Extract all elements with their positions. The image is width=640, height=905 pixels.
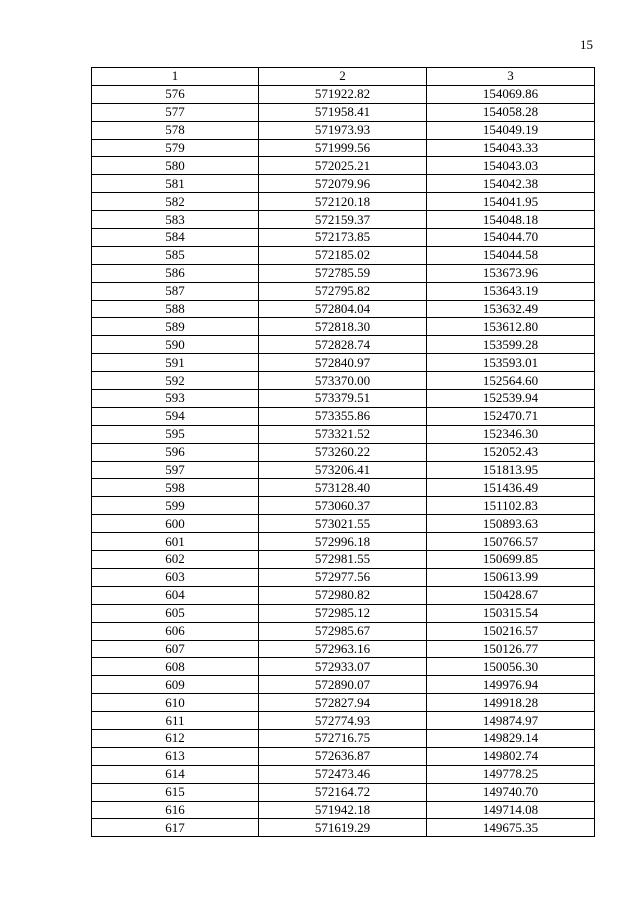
point-number-cell: 597 bbox=[92, 461, 259, 479]
point-number-cell: 599 bbox=[92, 497, 259, 515]
y-coordinate-cell: 151102.83 bbox=[427, 497, 595, 515]
y-coordinate-cell: 149918.28 bbox=[427, 694, 595, 712]
x-coordinate-cell: 573021.55 bbox=[259, 515, 427, 533]
table-row bbox=[92, 729, 595, 747]
point-number-cell: 598 bbox=[92, 479, 259, 497]
x-coordinate-cell: 572164.72 bbox=[259, 783, 427, 801]
y-coordinate-cell: 154043.03 bbox=[427, 157, 595, 175]
x-coordinate-cell: 572173.85 bbox=[259, 229, 427, 247]
x-coordinate-cell: 573206.41 bbox=[259, 461, 427, 479]
point-number-cell: 576 bbox=[92, 85, 259, 103]
table-row bbox=[92, 193, 595, 211]
table-row bbox=[92, 694, 595, 712]
table-row bbox=[92, 211, 595, 229]
x-coordinate-cell: 573355.86 bbox=[259, 407, 427, 425]
point-number-cell: 591 bbox=[92, 354, 259, 372]
x-coordinate-cell: 572827.94 bbox=[259, 694, 427, 712]
y-coordinate-cell: 150216.57 bbox=[427, 622, 595, 640]
table-body bbox=[92, 85, 595, 836]
table-row bbox=[92, 443, 595, 461]
table-row bbox=[92, 497, 595, 515]
x-coordinate-cell: 572980.82 bbox=[259, 586, 427, 604]
x-coordinate-cell: 571958.41 bbox=[259, 103, 427, 121]
y-coordinate-cell: 154044.58 bbox=[427, 246, 595, 264]
x-coordinate-cell: 572933.07 bbox=[259, 658, 427, 676]
y-coordinate-cell: 153593.01 bbox=[427, 354, 595, 372]
table-row bbox=[92, 372, 595, 390]
point-number-cell: 602 bbox=[92, 551, 259, 569]
table-row bbox=[92, 229, 595, 247]
x-coordinate-cell: 572840.97 bbox=[259, 354, 427, 372]
table-row bbox=[92, 425, 595, 443]
x-coordinate-cell: 572818.30 bbox=[259, 318, 427, 336]
point-number-cell: 592 bbox=[92, 372, 259, 390]
x-coordinate-cell: 572785.59 bbox=[259, 264, 427, 282]
y-coordinate-cell: 152470.71 bbox=[427, 407, 595, 425]
x-coordinate-cell: 572963.16 bbox=[259, 640, 427, 658]
point-number-cell: 613 bbox=[92, 747, 259, 765]
point-number-cell: 614 bbox=[92, 765, 259, 783]
x-coordinate-cell: 572795.82 bbox=[259, 282, 427, 300]
column-header-3: 3 bbox=[427, 68, 595, 86]
point-number-cell: 582 bbox=[92, 193, 259, 211]
point-number-cell: 581 bbox=[92, 175, 259, 193]
point-number-cell: 600 bbox=[92, 515, 259, 533]
point-number-cell: 585 bbox=[92, 246, 259, 264]
x-coordinate-cell: 572977.56 bbox=[259, 568, 427, 586]
point-number-cell: 615 bbox=[92, 783, 259, 801]
x-coordinate-cell: 573379.51 bbox=[259, 390, 427, 408]
y-coordinate-cell: 149740.70 bbox=[427, 783, 595, 801]
x-coordinate-cell: 571619.29 bbox=[259, 819, 427, 837]
x-coordinate-cell: 572985.67 bbox=[259, 622, 427, 640]
table-row bbox=[92, 354, 595, 372]
x-coordinate-cell: 572636.87 bbox=[259, 747, 427, 765]
table-row bbox=[92, 765, 595, 783]
x-coordinate-cell: 572985.12 bbox=[259, 604, 427, 622]
table-row bbox=[92, 568, 595, 586]
point-number-cell: 607 bbox=[92, 640, 259, 658]
point-number-cell: 577 bbox=[92, 103, 259, 121]
x-coordinate-cell: 572159.37 bbox=[259, 211, 427, 229]
point-number-cell: 612 bbox=[92, 729, 259, 747]
x-coordinate-cell: 572828.74 bbox=[259, 336, 427, 354]
column-header-2: 2 bbox=[259, 68, 427, 86]
x-coordinate-cell: 572473.46 bbox=[259, 765, 427, 783]
point-number-cell: 608 bbox=[92, 658, 259, 676]
y-coordinate-cell: 154058.28 bbox=[427, 103, 595, 121]
point-number-cell: 586 bbox=[92, 264, 259, 282]
table-row bbox=[92, 85, 595, 103]
point-number-cell: 617 bbox=[92, 819, 259, 837]
point-number-cell: 610 bbox=[92, 694, 259, 712]
x-coordinate-cell: 571999.56 bbox=[259, 139, 427, 157]
x-coordinate-cell: 572120.18 bbox=[259, 193, 427, 211]
page-number: 15 bbox=[580, 37, 593, 52]
point-number-cell: 609 bbox=[92, 676, 259, 694]
y-coordinate-cell: 153632.49 bbox=[427, 300, 595, 318]
y-coordinate-cell: 151813.95 bbox=[427, 461, 595, 479]
table-row bbox=[92, 515, 595, 533]
point-number-cell: 616 bbox=[92, 801, 259, 819]
x-coordinate-cell: 572804.04 bbox=[259, 300, 427, 318]
x-coordinate-cell: 572079.96 bbox=[259, 175, 427, 193]
point-number-cell: 590 bbox=[92, 336, 259, 354]
y-coordinate-cell: 150315.54 bbox=[427, 604, 595, 622]
y-coordinate-cell: 150893.63 bbox=[427, 515, 595, 533]
table-row bbox=[92, 103, 595, 121]
point-number-cell: 601 bbox=[92, 533, 259, 551]
y-coordinate-cell: 151436.49 bbox=[427, 479, 595, 497]
y-coordinate-cell: 150699.85 bbox=[427, 551, 595, 569]
x-coordinate-cell: 572981.55 bbox=[259, 551, 427, 569]
y-coordinate-cell: 150126.77 bbox=[427, 640, 595, 658]
x-coordinate-cell: 572890.07 bbox=[259, 676, 427, 694]
point-number-cell: 596 bbox=[92, 443, 259, 461]
y-coordinate-cell: 149714.08 bbox=[427, 801, 595, 819]
table-row bbox=[92, 479, 595, 497]
table-row bbox=[92, 390, 595, 408]
point-number-cell: 588 bbox=[92, 300, 259, 318]
x-coordinate-cell: 573060.37 bbox=[259, 497, 427, 515]
y-coordinate-cell: 153643.19 bbox=[427, 282, 595, 300]
y-coordinate-cell: 149976.94 bbox=[427, 676, 595, 694]
table-row bbox=[92, 533, 595, 551]
y-coordinate-cell: 149874.97 bbox=[427, 712, 595, 730]
y-coordinate-cell: 152052.43 bbox=[427, 443, 595, 461]
y-coordinate-cell: 152539.94 bbox=[427, 390, 595, 408]
point-number-cell: 578 bbox=[92, 121, 259, 139]
point-number-cell: 589 bbox=[92, 318, 259, 336]
x-coordinate-cell: 571973.93 bbox=[259, 121, 427, 139]
table-row bbox=[92, 318, 595, 336]
column-header-1: 1 bbox=[92, 68, 259, 86]
table-row bbox=[92, 336, 595, 354]
y-coordinate-cell: 150428.67 bbox=[427, 586, 595, 604]
y-coordinate-cell: 154069.86 bbox=[427, 85, 595, 103]
point-number-cell: 605 bbox=[92, 604, 259, 622]
y-coordinate-cell: 154041.95 bbox=[427, 193, 595, 211]
point-number-cell: 584 bbox=[92, 229, 259, 247]
table-header-row bbox=[92, 68, 595, 86]
x-coordinate-cell: 572185.02 bbox=[259, 246, 427, 264]
x-coordinate-cell: 573321.52 bbox=[259, 425, 427, 443]
point-number-cell: 593 bbox=[92, 390, 259, 408]
point-number-cell: 606 bbox=[92, 622, 259, 640]
x-coordinate-cell: 573128.40 bbox=[259, 479, 427, 497]
y-coordinate-cell: 149829.14 bbox=[427, 729, 595, 747]
table-row bbox=[92, 586, 595, 604]
table-row bbox=[92, 801, 595, 819]
y-coordinate-cell: 152346.30 bbox=[427, 425, 595, 443]
x-coordinate-cell: 571942.18 bbox=[259, 801, 427, 819]
y-coordinate-cell: 150613.99 bbox=[427, 568, 595, 586]
point-number-cell: 594 bbox=[92, 407, 259, 425]
table-row bbox=[92, 783, 595, 801]
point-number-cell: 604 bbox=[92, 586, 259, 604]
y-coordinate-cell: 154044.70 bbox=[427, 229, 595, 247]
coordinates-table bbox=[91, 67, 595, 837]
table-row bbox=[92, 157, 595, 175]
y-coordinate-cell: 154042.38 bbox=[427, 175, 595, 193]
table-row bbox=[92, 676, 595, 694]
table-row bbox=[92, 712, 595, 730]
x-coordinate-cell: 572774.93 bbox=[259, 712, 427, 730]
point-number-cell: 603 bbox=[92, 568, 259, 586]
table-row bbox=[92, 461, 595, 479]
table-row bbox=[92, 407, 595, 425]
x-coordinate-cell: 572996.18 bbox=[259, 533, 427, 551]
table-row bbox=[92, 121, 595, 139]
y-coordinate-cell: 149802.74 bbox=[427, 747, 595, 765]
y-coordinate-cell: 154048.18 bbox=[427, 211, 595, 229]
point-number-cell: 611 bbox=[92, 712, 259, 730]
table-row bbox=[92, 300, 595, 318]
y-coordinate-cell: 153673.96 bbox=[427, 264, 595, 282]
y-coordinate-cell: 154043.33 bbox=[427, 139, 595, 157]
y-coordinate-cell: 150056.30 bbox=[427, 658, 595, 676]
table-row bbox=[92, 604, 595, 622]
point-number-cell: 580 bbox=[92, 157, 259, 175]
x-coordinate-cell: 573370.00 bbox=[259, 372, 427, 390]
y-coordinate-cell: 152564.60 bbox=[427, 372, 595, 390]
table-row bbox=[92, 819, 595, 837]
x-coordinate-cell: 572025.21 bbox=[259, 157, 427, 175]
point-number-cell: 595 bbox=[92, 425, 259, 443]
x-coordinate-cell: 573260.22 bbox=[259, 443, 427, 461]
y-coordinate-cell: 153599.28 bbox=[427, 336, 595, 354]
table-row bbox=[92, 622, 595, 640]
table-row bbox=[92, 658, 595, 676]
y-coordinate-cell: 149778.25 bbox=[427, 765, 595, 783]
x-coordinate-cell: 572716.75 bbox=[259, 729, 427, 747]
table-row bbox=[92, 139, 595, 157]
table-row bbox=[92, 175, 595, 193]
table-row bbox=[92, 264, 595, 282]
x-coordinate-cell: 571922.82 bbox=[259, 85, 427, 103]
y-coordinate-cell: 149675.35 bbox=[427, 819, 595, 837]
table-row bbox=[92, 246, 595, 264]
y-coordinate-cell: 153612.80 bbox=[427, 318, 595, 336]
y-coordinate-cell: 154049.19 bbox=[427, 121, 595, 139]
table-row bbox=[92, 747, 595, 765]
table-row bbox=[92, 640, 595, 658]
table-row bbox=[92, 551, 595, 569]
point-number-cell: 579 bbox=[92, 139, 259, 157]
table-row bbox=[92, 282, 595, 300]
y-coordinate-cell: 150766.57 bbox=[427, 533, 595, 551]
point-number-cell: 587 bbox=[92, 282, 259, 300]
point-number-cell: 583 bbox=[92, 211, 259, 229]
